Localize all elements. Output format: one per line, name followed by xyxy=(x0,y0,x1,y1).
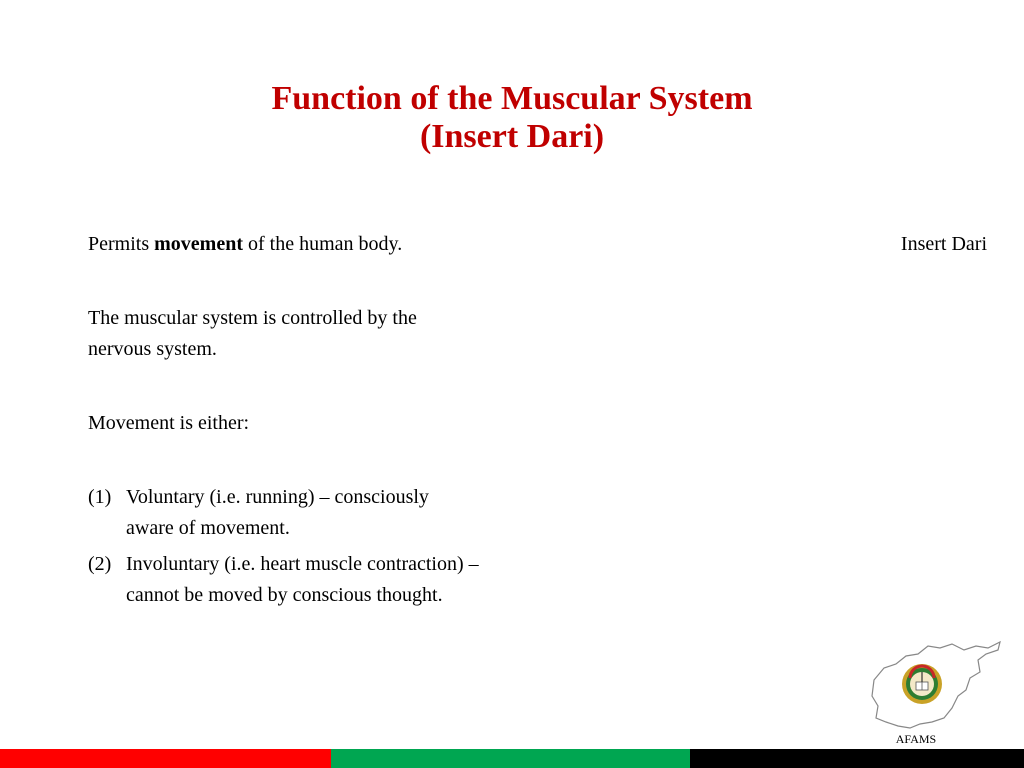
p1-bold: movement xyxy=(154,233,243,255)
footer-label: AFAMS xyxy=(895,732,937,746)
paragraph-movement-either: Movement is either: xyxy=(88,412,250,434)
body-text xyxy=(88,229,508,616)
title-line-2: (Insert Dari) xyxy=(419,118,605,155)
list-item xyxy=(88,549,486,611)
list-number: (1) xyxy=(88,486,112,508)
title-line-1: Function of the Muscular System xyxy=(271,80,753,117)
list-number: (2) xyxy=(88,553,112,575)
footer-bar-red xyxy=(0,749,331,768)
paragraph-movement xyxy=(88,229,508,260)
list-text: Involuntary (i.e. heart muscle contraction) – cannot be moved by conscious thought. xyxy=(126,553,479,606)
list-item xyxy=(88,482,446,544)
slide-title xyxy=(0,80,1024,156)
footer-bar-green xyxy=(331,749,690,768)
dari-placeholder: Insert Dari xyxy=(900,233,987,255)
footer-bar-black xyxy=(690,749,1024,768)
afghanistan-map-emblem-icon xyxy=(866,638,1006,734)
p1-prefix: Permits xyxy=(88,233,155,255)
p1-suffix: of the human body. xyxy=(242,233,403,255)
paragraph-nervous-system: The muscular system is controlled by the nervous system. xyxy=(88,307,417,360)
list-text: Voluntary (i.e. running) – consciously aware of movement. xyxy=(126,486,429,539)
